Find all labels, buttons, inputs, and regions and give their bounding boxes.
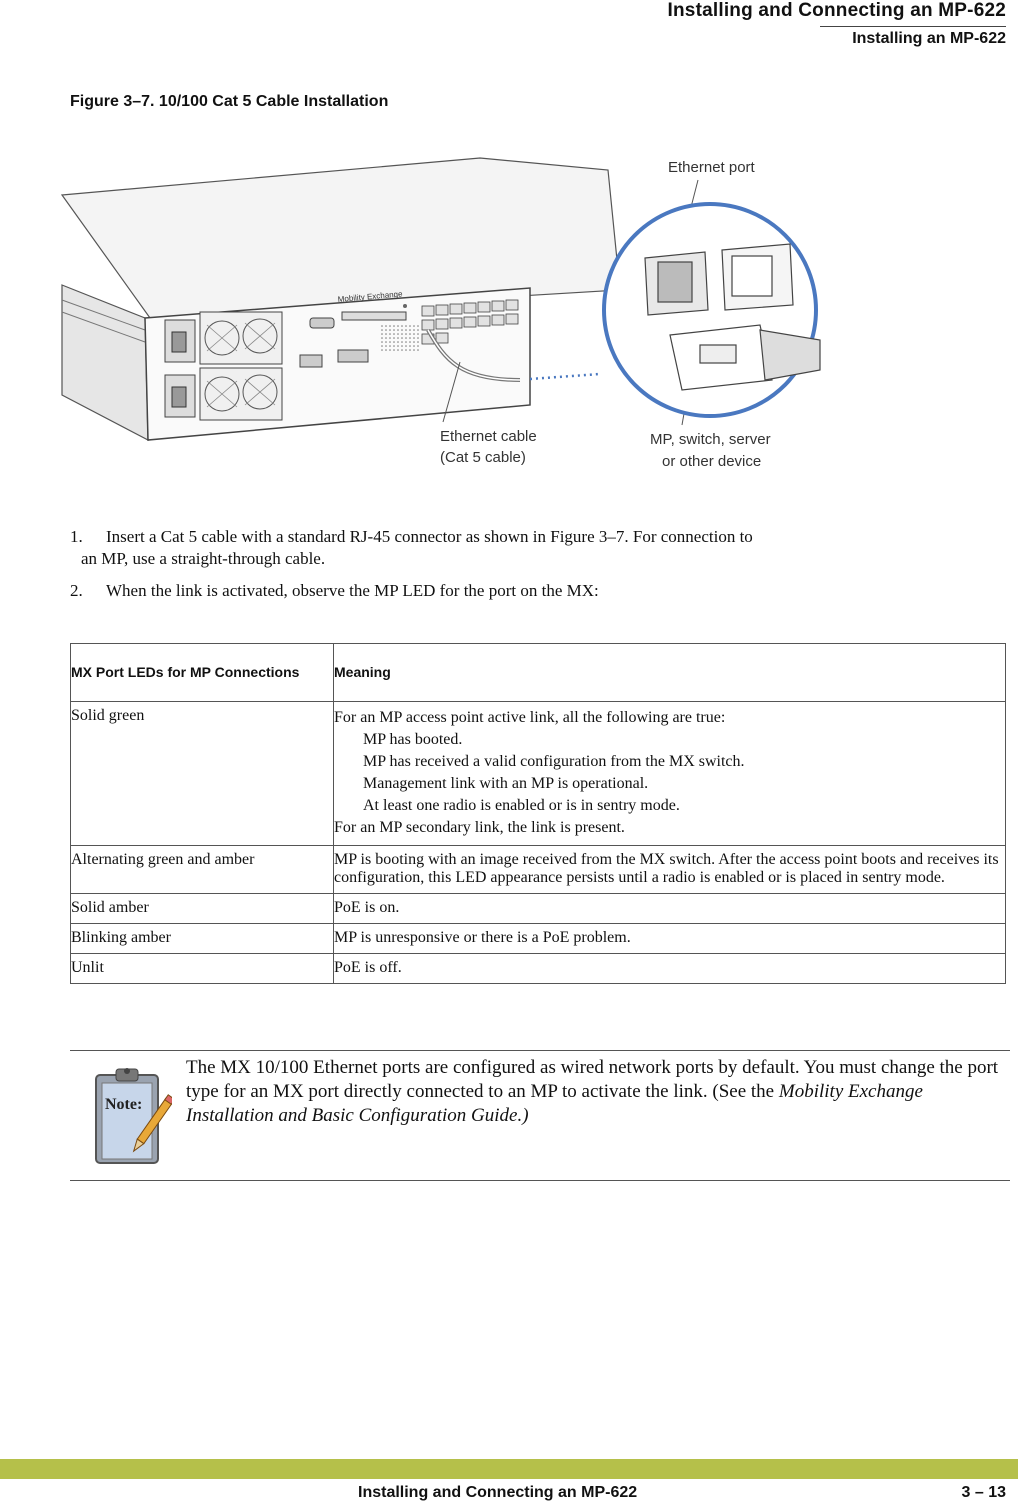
label-ethernet-port: Ethernet port xyxy=(668,159,755,176)
table-row xyxy=(71,924,1006,954)
table-header-row xyxy=(71,644,1006,702)
meaning-subitem: At least one radio is enabled or is in sentry mode. xyxy=(363,797,680,814)
led-table xyxy=(70,643,1006,984)
led-state: Solid green xyxy=(71,702,334,846)
note-bottom-rule xyxy=(70,1180,1010,1181)
note-clipboard-icon xyxy=(92,1065,172,1167)
chassis-side xyxy=(62,285,148,440)
header-rule xyxy=(820,26,1006,27)
connection-dotted-line xyxy=(530,374,600,379)
note-top-rule xyxy=(70,1050,1010,1051)
device-brand-label: Mobility Exchange xyxy=(337,289,403,304)
label-other-device: or other device xyxy=(662,453,762,470)
column-header-meaning: Meaning xyxy=(334,644,1006,702)
header-chapter-title: Installing and Connecting an MP-622 xyxy=(667,0,1006,21)
table-row xyxy=(71,846,1006,894)
step-text-continued: an MP, use a straight-through cable. xyxy=(81,549,326,568)
led-meaning: PoE is off. xyxy=(334,954,1006,984)
led-meaning: MP is booting with an image received from the MX switch. After the access point boots and receives its configuration, this LED appearance persists until a radio is enabled or is placed in sentry mode. xyxy=(334,851,999,886)
meaning-subitem: MP has booted. xyxy=(363,731,463,748)
step-1: 1. Insert a Cat 5 cable with a standard RJ-45 connector as shown in Figure 3–7. For connection to an MP, use a straight-through cable. xyxy=(70,527,753,568)
page-number: 3 – 13 xyxy=(961,1484,1006,1501)
led-meaning: MP is unresponsive or there is a PoE problem. xyxy=(334,924,1006,954)
table-row xyxy=(71,894,1006,924)
step-text: When the link is activated, observe the MP LED for the port on the MX: xyxy=(106,581,599,600)
led-state: Alternating green and amber xyxy=(71,851,255,868)
label-device: MP, switch, server xyxy=(650,431,771,448)
label-cat5-cable: (Cat 5 cable) xyxy=(440,449,526,466)
header-section-title: Installing an MP-622 xyxy=(852,30,1006,47)
guide-title: Mobility Exchange Installation and Basic Configuration Guide.) xyxy=(186,1081,923,1126)
meaning-subitem: Management link with an MP is operational. xyxy=(363,775,649,792)
footer-bar xyxy=(0,1459,1018,1479)
step-text: Insert a Cat 5 cable with a standard RJ-45 connector as shown in Figure 3–7. For connection to xyxy=(106,527,753,546)
figure-caption: Figure 3–7. 10/100 Cat 5 Cable Installation xyxy=(70,93,389,110)
note-text: The MX 10/100 Ethernet ports are configured as wired network ports by default. You must change the port type for an MX port directly connected to an MP to activate the link. (See the Mobility Exchange Installation and Basic Configuration Guide.) xyxy=(186,1057,999,1126)
meaning-subitem: MP has received a valid configuration from the MX switch. xyxy=(363,753,745,770)
note-icon-label: Note: xyxy=(105,1096,143,1113)
label-ethernet-cable: Ethernet cable xyxy=(440,428,537,445)
led-state: Unlit xyxy=(71,954,334,984)
footer-chapter-title: Installing and Connecting an MP-622 xyxy=(358,1484,638,1501)
led-meaning: PoE is on. xyxy=(334,894,1006,924)
table-row xyxy=(71,954,1006,984)
led-state: Solid amber xyxy=(71,894,334,924)
cable-installation-figure xyxy=(60,140,830,480)
led-state: Blinking amber xyxy=(71,924,334,954)
table-row xyxy=(71,702,1006,846)
column-header-led: MX Port LEDs for MP Connections xyxy=(71,644,334,702)
step-2: 2. When the link is activated, observe the MP LED for the port on the MX: xyxy=(70,581,599,600)
led-meaning: For an MP access point active link, all the following are true: MP has booted. MP has received a valid configuration from the MX switch. Management link with an MP is operational. At least one radio is enabled or is in sentry mode. For an MP secondary link, the link is present. xyxy=(334,702,1006,846)
